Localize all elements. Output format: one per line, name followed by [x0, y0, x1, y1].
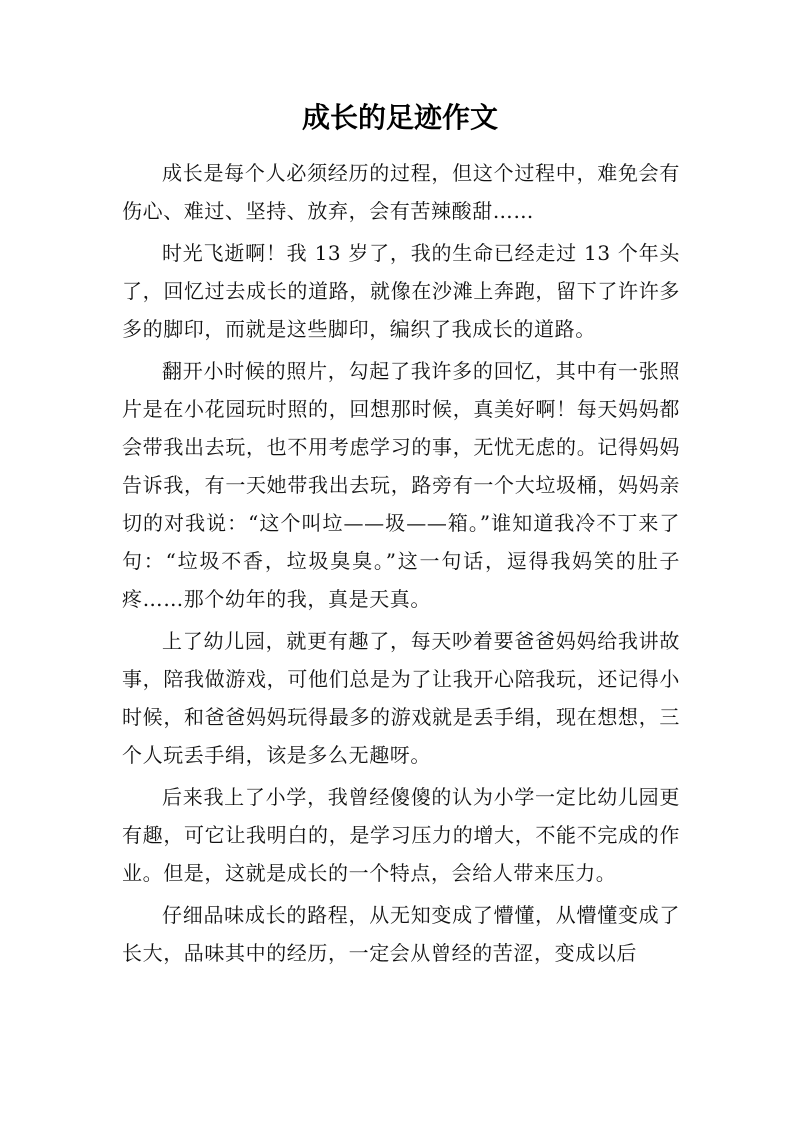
paragraph-1: 成长是每个人必须经历的过程，但这个过程中，难免会有伤心、难过、坚持、放弃，会有苦辣酸甜……: [122, 161, 680, 223]
paragraph-2: 时光飞逝啊！我 13 岁了，我的生命已经走过 13 个年头了，回忆过去成长的道路，就像在沙滩上奔跑，留下了许许多多的脚印，而就是这些脚印，编织了我成长的道路。: [122, 241, 680, 341]
document-body: [122, 154, 680, 976]
document-title: 成长的足迹作文: [301, 101, 498, 134]
paragraph-4: 上了幼儿园，就更有趣了，每天吵着要爸爸妈妈给我讲故事，陪我做游戏，可他们总是为了让我开心陪我玩，还记得小时候，和爸爸妈妈玩得最多的游戏就是丢手绢，现在想想，三个人玩丢手绢，该是多么无趣呀。: [122, 629, 680, 767]
paragraph-5: 后来我上了小学，我曾经傻傻的认为小学一定比幼儿园更有趣，可它让我明白的，是学习压力的增大，不能不完成的作业。但是，这就是成长的一个特点，会给人带来压力。: [122, 785, 680, 885]
paragraph-3: 翻开小时候的照片，勾起了我许多的回忆，其中有一张照片是在小花园玩时照的，回想那时候，真美好啊！每天妈妈都会带我出去玩，也不用考虑学习的事，无忧无虑的。记得妈妈告诉我，有一天她带我出去玩，路旁有一个大垃圾桶，妈妈亲切的对我说：“这个叫垃——圾——箱。”谁知道我冷不丁来了句：“垃圾不香，垃圾臭臭。”这一句话，逗得我妈笑的肚子疼……那个幼年的我，真是天真。: [122, 359, 680, 611]
paragraph-6: 仔细品味成长的路程，从无知变成了懵懂，从懵懂变成了长大，品味其中的经历，一定会从曾经的苦涩，变成以后: [122, 903, 680, 965]
